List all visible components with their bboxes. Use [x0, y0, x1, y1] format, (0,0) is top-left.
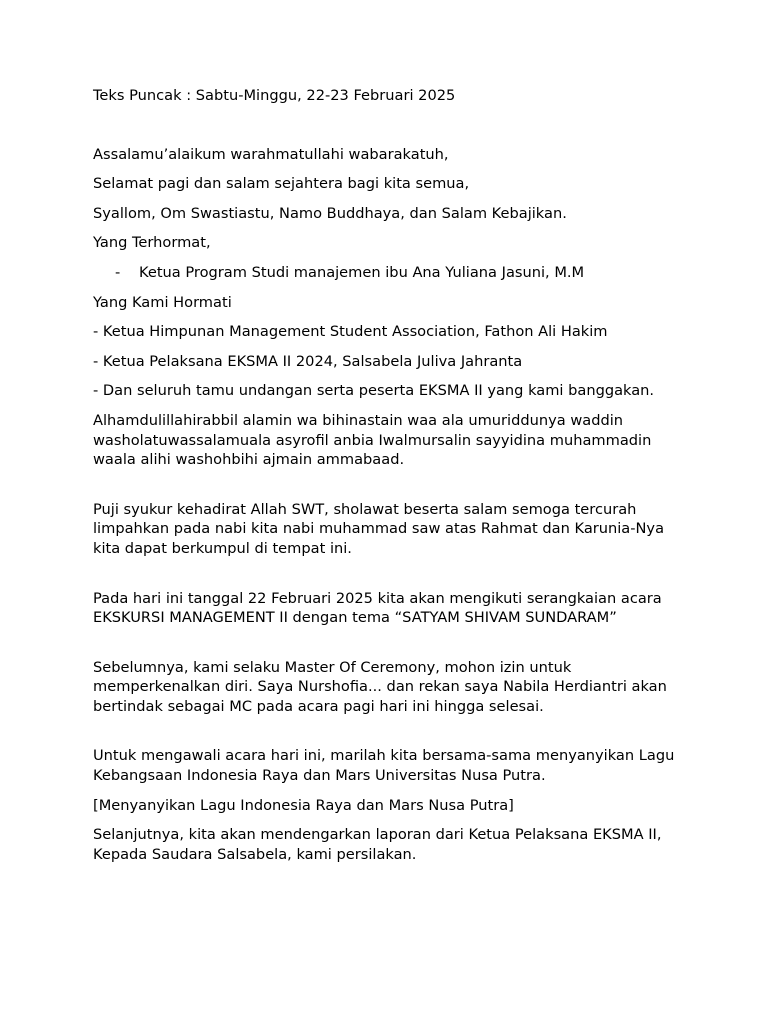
event-intro-paragraph: Pada hari ini tanggal 22 Februari 2025 kita akan mengikuti serangkaian acara EKSKURSI MANAGEMENT II dengan tema “SATYAM SHIVAM SUNDARAM” [93, 589, 662, 627]
prayer-paragraph: Alhamdulillahirabbil alamin wa bihinastain waa ala umuriddunya waddin washolatuwassalamuala asyrofil anbia Iwalmursalin sayyidina muhammadin waala alihi washohbihi ajmain ammabaad. [93, 411, 652, 469]
respected-item-3: - Dan seluruh tamu undangan serta peserta EKSMA II yang kami banggakan. [93, 382, 655, 400]
document-title: Teks Puncak : Sabtu-Minggu, 22-23 Februari 2025 [93, 87, 456, 104]
anthem-intro-paragraph: Untuk mengawali acara hari ini, marilah kita bersama-sama menyanyikan Lagu Kebangsaan Indonesia Raya dan Mars Universitas Nusa Putra. [93, 747, 675, 785]
honored-item-text: Ketua Program Studi manajemen ibu Ana Yuliana Jasuni, M.M [139, 263, 585, 281]
anthem-note: [Menyanyikan Lagu Indonesia Raya dan Mars Nusa Putra] [93, 796, 514, 814]
bullet-dash: - [115, 263, 121, 281]
greeting-interfaith: Syallom, Om Swastiastu, Namo Buddhaya, dan Salam Kebajikan. [93, 204, 567, 222]
respected-item-2: - Ketua Pelaksana EKSMA II 2024, Salsabela Juliva Jahranta [93, 352, 523, 370]
respected-heading: Yang Kami Hormati [93, 293, 232, 311]
honored-list-item [93, 263, 683, 283]
honored-heading: Yang Terhormat, [93, 234, 211, 252]
greeting-islamic: Assalamu’alaikum warahmatullahi wabarakatuh, [93, 145, 449, 163]
respected-item-1: - Ketua Himpunan Management Student Association, Fathon Ali Hakim [93, 323, 608, 341]
greeting-morning: Selamat pagi dan salam sejahtera bagi kita semua, [93, 175, 470, 193]
gratitude-paragraph: Puji syukur kehadirat Allah SWT, sholawat beserta salam semoga tercurah limpahkan pada nabi kita nabi muhammad saw atas Rahmat dan Karunia-Nya kita dapat berkumpul di tempat ini. [93, 500, 665, 557]
mc-intro-paragraph: Sebelumnya, kami selaku Master Of Ceremony, mohon izin untuk memperkenalkan diri. Saya Nurshofia... dan rekan saya Nabila Herdiantri akan bertindak sebagai MC pada acara pagi hari ini hingga selesai. [93, 658, 667, 715]
document-page [93, 86, 683, 874]
report-intro-paragraph: Selanjutnya, kita akan mendengarkan laporan dari Ketua Pelaksana EKSMA II, Kepada Saudara Salsabela, kami persilakan. [93, 826, 662, 863]
